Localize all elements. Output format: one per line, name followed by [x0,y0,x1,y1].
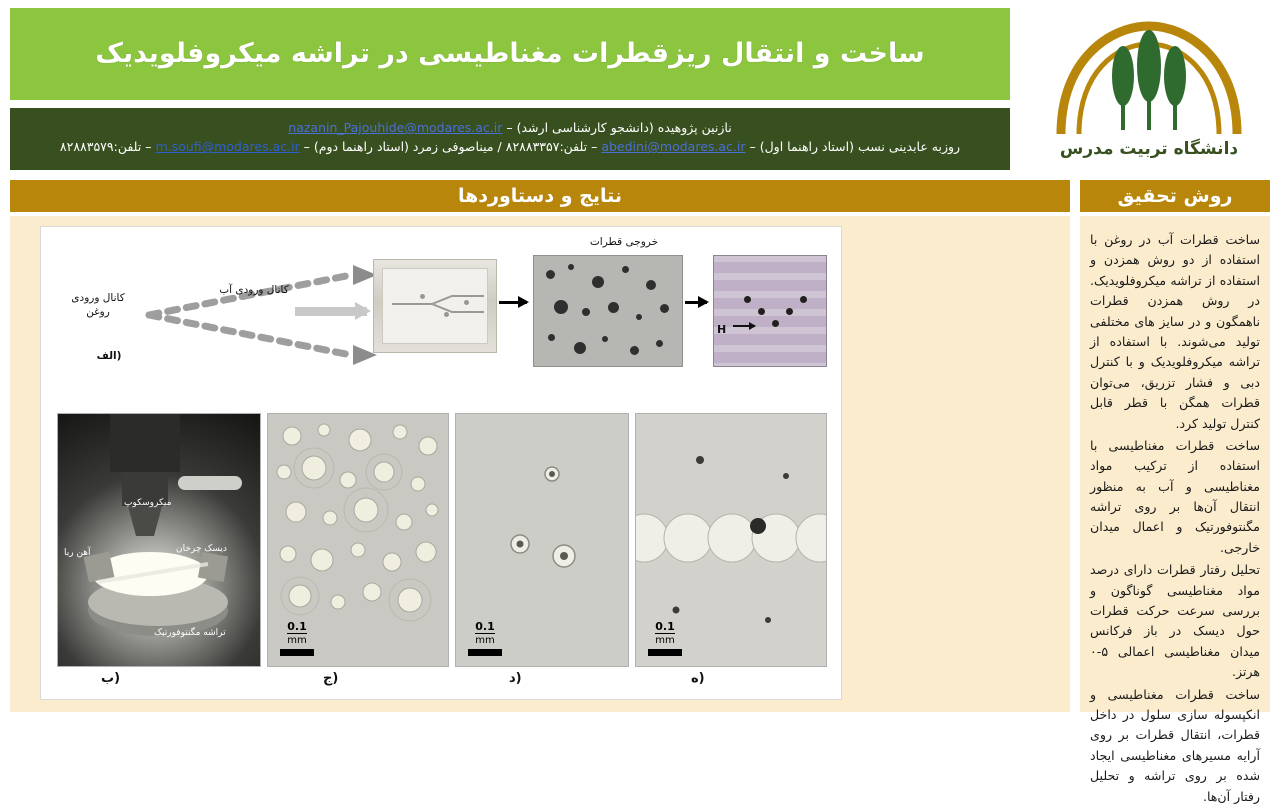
method-panel [1080,216,1270,804]
microfluidic-chip-image [373,259,497,353]
logo-caption: دانشگاه تربیت مدرس [1059,139,1239,159]
scale-unit: mm [287,635,307,646]
author-3-phone: – تلفن:۸۲۸۸۳۵۷۹ [59,139,156,155]
figure-card [40,226,842,700]
section-header-method-label: روش تحقیق [1117,185,1233,207]
author-1-email[interactable]: nazanin_Pajouhide@modares.ac.ir [288,120,503,135]
method-paragraph-1: ساخت قطرات آب در روغن با استفاده از دو روش همزدن و استفاده از تراشه میکروفلویدیک. در روش همزدن قطرات ناهمگون و در سایز های مختلفی تولید می‌شوند. با استفاده از تراشه میکروفلویدیک و با کنترل دبی و فشار تزریق، می‌توان قطرات همگن با قطر قابل کنترل تولید کرد. [1090,232,1260,431]
section-header-results [10,180,1070,212]
label-oil-inlet: کانال ورودی روغن [71,292,125,319]
scale-value: 0.1 [475,620,495,633]
scale-unit: mm [655,635,675,646]
scale-value: 0.1 [287,620,307,633]
magnetic-field-label: H [717,323,727,336]
scale-bar-block [280,649,314,656]
method-paragraph-3: تحلیل رفتار قطرات دارای درصد مواد مغناطیسی گوناگون و بررسی سرعت حرکت قطرات حول دیسک در باز فرکانس میدان مغناطیسی اعمالی ۵-۰ هرتز. [1090,562,1260,680]
photo-single-droplets [455,413,629,667]
section-header-results-label: نتایج و دستاوردها [457,185,623,207]
annotation-rotating-disk: دیسک چرخان [176,544,227,554]
scale-bar [648,620,682,656]
label-water-inlet: کانال ورودی آب [219,284,289,296]
author-2-phone: – تلفن:۸۲۸۸۳۳۵۷ / میناصوفی زمرد (استاد راهنما دوم) – [299,139,602,155]
annotation-microscope: میکروسکوپ [124,498,172,508]
author-3-email[interactable]: m.soufi@modares.ac.ir [155,139,300,155]
author-2-email[interactable]: abedini@modares.ac.ir [601,139,746,155]
authors-bar [10,108,1010,170]
scale-unit: mm [475,635,495,646]
annotation-magnetophoretic-chip: تراشه مگنتوفورتیک [154,628,226,638]
author-1-name: نازنین پژوهیده (دانشجو کارشناسی ارشد) – [502,120,732,135]
photo-setup [57,413,261,667]
scale-bar [468,620,502,656]
authors-line-1 [24,118,996,137]
scale-bar [280,620,314,656]
figure-panel-label-a: (الف [96,350,122,362]
section-header-method [1080,180,1270,212]
method-paragraph-2: ساخت قطرات مغناطیسی با استفاده از ترکیب مواد مغناطیسی و آب به منظور انتقال آن‌ها بر روی تراشه مگنتوفورتیک و اعمال میدان خارجی. [1090,437,1260,555]
annotation-magnet: آهن ربا [64,548,91,558]
figure-caption-d: (د [509,671,522,686]
photo-strip [41,413,841,699]
poster-title-bar [10,8,1010,100]
scale-bar-block [648,649,682,656]
university-crest-icon [1031,14,1261,164]
flow-arrow-to-micrograph [685,301,707,304]
figure-caption-e: (ه [691,671,705,686]
scale-bar-block [468,649,502,656]
water-inlet-arrow [295,307,367,316]
figure-caption-c: (ج [323,671,339,686]
droplet-output-image [533,255,683,367]
scale-value: 0.1 [655,620,675,633]
magnetic-field-arrow-icon [733,325,755,327]
figure-caption-b: (ب [101,671,121,686]
authors-line-2 [24,137,996,156]
label-droplet-outlet: خروجی قطرات [589,236,659,248]
chip-channel-lines [374,260,496,352]
photo-polydisperse-droplets [267,413,449,667]
author-2-name: روزبه عابدینی نسب (استاد راهنما اول) – [745,139,961,155]
photo-magnetic-track-array [635,413,827,667]
method-paragraph-4: ساخت قطرات مغناطیسی و انکپسوله سازی سلول در داخل قطرات، انتقال قطرات بر روی آرایه مسیرهای مغناطیسی ایجاد شده بر روی تراشه و تحلیل رفتار آن‌ها. [1090,686,1260,804]
page-title: ساخت و انتقال ریزقطرات مغناطیسی در تراشه میکروفلویدیک [95,38,925,70]
schematic-diagram [41,227,841,409]
magnetic-track-micrograph [713,255,827,367]
flow-arrow-to-droplets [499,301,527,304]
university-logo [1022,8,1270,170]
method-text [1090,230,1260,807]
